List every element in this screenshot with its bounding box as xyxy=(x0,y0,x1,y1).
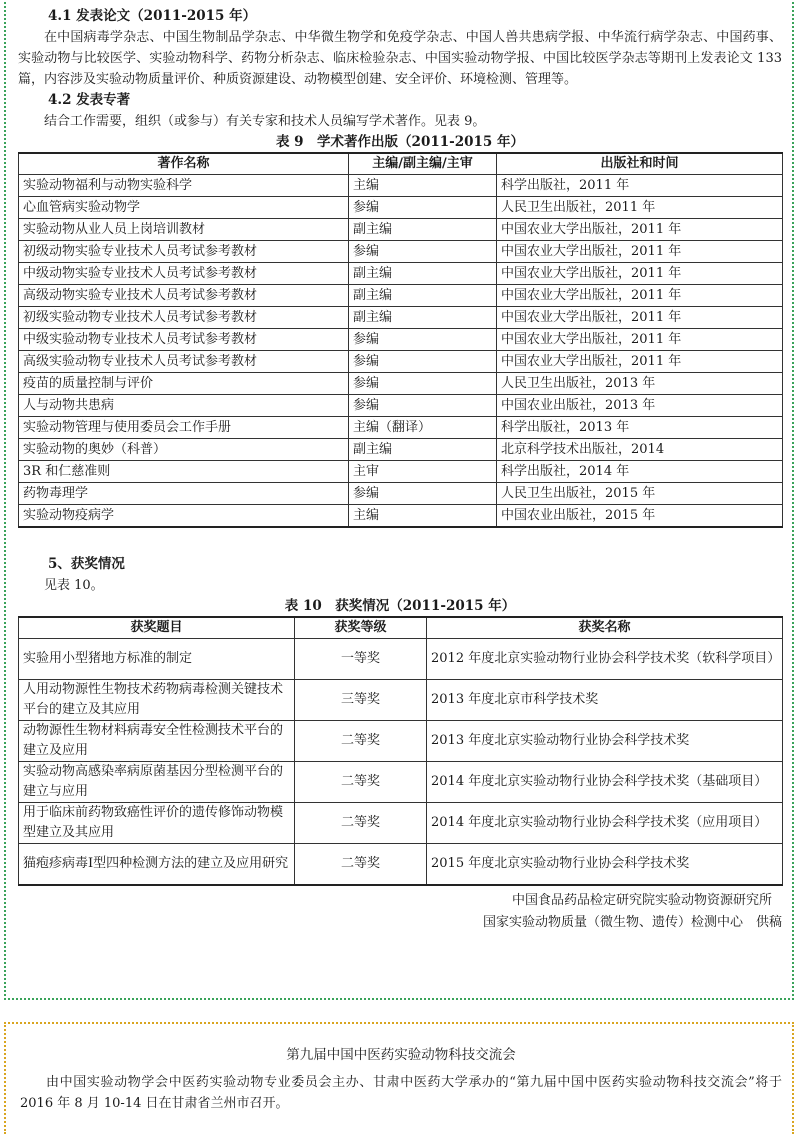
table10-cell: 用于临床前药物致癌性评价的遗传修饰动物模型建立及其应用 xyxy=(19,803,295,844)
table10-cell: 2013 年度北京市科学技术奖 xyxy=(427,680,783,721)
table9-cell: 实验动物从业人员上岗培训教材 xyxy=(19,219,349,241)
table9-row xyxy=(19,175,783,197)
table9-cell: 人民卫生出版社，2013 年 xyxy=(497,373,783,395)
table9-cell: 初级动物实验专业技术人员考试参考教材 xyxy=(19,241,349,263)
table9-cell: 主编 xyxy=(349,505,497,528)
table10-cell: 2014 年度北京实验动物行业协会科学技术奖（基础项目） xyxy=(427,762,783,803)
table9-cell: 副主编 xyxy=(349,307,497,329)
table9-cell: 人与动物共患病 xyxy=(19,395,349,417)
table9-cell: 高级实验动物专业技术人员考试参考教材 xyxy=(19,351,349,373)
table9-row xyxy=(19,483,783,505)
table9-cell: 副主编 xyxy=(349,219,497,241)
table9-cell: 参编 xyxy=(349,395,497,417)
table10-row xyxy=(19,762,783,803)
table10-row xyxy=(19,803,783,844)
table9-row xyxy=(19,307,783,329)
table10-cell: 2014 年度北京实验动物行业协会科学技术奖（应用项目） xyxy=(427,803,783,844)
table9-cell: 中国农业大学出版社，2011 年 xyxy=(497,285,783,307)
section-5-body: 见表 10。 xyxy=(44,578,104,593)
table9-cell: 药物毒理学 xyxy=(19,483,349,505)
table9-cell: 实验动物疫病学 xyxy=(19,505,349,528)
table9-cell: 参编 xyxy=(349,351,497,373)
table9-cell: 副主编 xyxy=(349,439,497,461)
notice-title: 第九届中国中医药实验动物科技交流会 xyxy=(286,1047,516,1063)
table-10-header-topic: 获奖题目 xyxy=(19,617,295,639)
table9-cell: 中国农业大学出版社，2011 年 xyxy=(497,329,783,351)
table9-cell: 中国农业大学出版社，2011 年 xyxy=(497,219,783,241)
table9-row xyxy=(19,351,783,373)
table9-row xyxy=(19,241,783,263)
table9-cell: 中国农业大学出版社，2011 年 xyxy=(497,351,783,373)
table9-cell: 参编 xyxy=(349,197,497,219)
conference-notice xyxy=(20,1044,782,1114)
table10-cell: 二等奖 xyxy=(295,803,427,844)
table-10-header-level: 获奖等级 xyxy=(295,617,427,639)
table9-cell: 中级动物实验专业技术人员考试参考教材 xyxy=(19,263,349,285)
table-9-header-publisher: 出版社和时间 xyxy=(497,153,783,175)
table9-cell: 疫苗的质量控制与评价 xyxy=(19,373,349,395)
table9-cell: 主编（翻译） xyxy=(349,417,497,439)
table9-row xyxy=(19,263,783,285)
table-10-caption: 表 10 获奖情况（2011-2015 年） xyxy=(284,598,516,614)
signature-center: 国家实验动物质量（微生物、遗传）检测中心 供稿 xyxy=(482,915,782,930)
section-4-1-body: 在中国病毒学杂志、中国生物制品学杂志、中华微生物学和免疫学杂志、中国人兽共患病学报、中华流行病学杂志、中国药事、实验动物与比较医学、实验动物科学、药物分析杂志、临床检验杂志、中国实验动物学报、中国比较医学杂志等期刊上发表论文 133 篇，内容涉及实验动物质量评价、种质资源建设、动物模型创建、安全评价、环境检测、管理等。 xyxy=(18,30,782,87)
table9-cell: 参编 xyxy=(349,329,497,351)
table10-cell: 实验动物高感染率病原菌基因分型检测平台的建立与应用 xyxy=(19,762,295,803)
section-4-2-heading: 4.2 发表专著 xyxy=(48,92,131,108)
table9-cell: 实验动物的奥妙（科普） xyxy=(19,439,349,461)
table9-cell: 参编 xyxy=(349,241,497,263)
table9-row xyxy=(19,329,783,351)
table9-cell: 中国农业大学出版社，2011 年 xyxy=(497,241,783,263)
table9-row xyxy=(19,373,783,395)
table9-cell: 科学出版社，2013 年 xyxy=(497,417,783,439)
table-9-header-role: 主编/副主编/主审 xyxy=(349,153,497,175)
table9-row xyxy=(19,439,783,461)
table9-cell: 副主编 xyxy=(349,263,497,285)
table9-cell: 3R 和仁慈准则 xyxy=(19,461,349,483)
notice-body: 由中国实验动物学会中医药实验动物专业委员会主办、甘肃中医药大学承办的“第九届中国中医药实验动物科技交流会”将于 2016 年 8 月 10-14 日在甘肃省兰州市召开。 xyxy=(20,1075,782,1111)
table9-cell: 北京科学技术出版社，2014 xyxy=(497,439,783,461)
table9-row xyxy=(19,219,783,241)
table10-row xyxy=(19,680,783,721)
table10-cell: 动物源性生物材料病毒安全性检测技术平台的建立及应用 xyxy=(19,721,295,762)
article-content xyxy=(18,6,782,934)
table10-cell: 2015 年度北京实验动物行业协会科学技术奖 xyxy=(427,844,783,886)
table10-row xyxy=(19,844,783,886)
table9-row xyxy=(19,461,783,483)
signature-institute: 中国食品药品检定研究院实验动物资源研究所 xyxy=(511,893,772,908)
table9-row xyxy=(19,505,783,528)
table10-cell: 人用动物源性生物技术药物病毒检测关键技术平台的建立及其应用 xyxy=(19,680,295,721)
table10-cell: 三等奖 xyxy=(295,680,427,721)
table10-cell: 二等奖 xyxy=(295,721,427,762)
table9-cell: 中国农业大学出版社，2011 年 xyxy=(497,307,783,329)
table9-cell: 人民卫生出版社，2015 年 xyxy=(497,483,783,505)
section-4-1-heading: 4.1 发表论文（2011-2015 年） xyxy=(48,8,257,24)
table9-cell: 中国农业出版社，2013 年 xyxy=(497,395,783,417)
table10-cell: 一等奖 xyxy=(295,639,427,680)
table9-cell: 科学出版社，2011 年 xyxy=(497,175,783,197)
table-10-header-row xyxy=(19,617,783,639)
table9-cell: 中级实验动物专业技术人员考试参考教材 xyxy=(19,329,349,351)
table-10-header-award: 获奖名称 xyxy=(427,617,783,639)
table10-cell: 猫疱疹病毒Ⅰ型四种检测方法的建立及应用研究 xyxy=(19,844,295,886)
section-4-2-body: 结合工作需要，组织（或参与）有关专家和技术人员编写学术著作。见表 9。 xyxy=(44,114,486,129)
table9-cell: 实验动物福利与动物实验科学 xyxy=(19,175,349,197)
table9-row xyxy=(19,417,783,439)
table9-cell: 初级实验动物专业技术人员考试参考教材 xyxy=(19,307,349,329)
table-9-header-row xyxy=(19,153,783,175)
table10-row xyxy=(19,639,783,680)
section-5-heading: 5、获奖情况 xyxy=(48,556,125,572)
table9-cell: 高级动物实验专业技术人员考试参考教材 xyxy=(19,285,349,307)
table9-cell: 人民卫生出版社，2011 年 xyxy=(497,197,783,219)
table9-row xyxy=(19,285,783,307)
table9-cell: 副主编 xyxy=(349,285,497,307)
table9-row xyxy=(19,395,783,417)
table-10 xyxy=(18,616,783,886)
table-10-body xyxy=(19,639,783,886)
table9-cell: 主审 xyxy=(349,461,497,483)
table9-cell: 心血管病实验动物学 xyxy=(19,197,349,219)
table-9 xyxy=(18,152,783,528)
table9-cell: 主编 xyxy=(349,175,497,197)
table10-row xyxy=(19,721,783,762)
table9-cell: 实验动物管理与使用委员会工作手册 xyxy=(19,417,349,439)
table10-cell: 2012 年度北京实验动物行业协会科学技术奖（软科学项目） xyxy=(427,639,783,680)
table10-cell: 2013 年度北京实验动物行业协会科学技术奖 xyxy=(427,721,783,762)
table9-cell: 参编 xyxy=(349,483,497,505)
table10-cell: 实验用小型猪地方标准的制定 xyxy=(19,639,295,680)
table9-cell: 科学出版社，2014 年 xyxy=(497,461,783,483)
table-9-header-title: 著作名称 xyxy=(19,153,349,175)
table9-cell: 中国农业大学出版社，2011 年 xyxy=(497,263,783,285)
table9-row xyxy=(19,197,783,219)
table9-cell: 参编 xyxy=(349,373,497,395)
table10-cell: 二等奖 xyxy=(295,844,427,886)
table10-cell: 二等奖 xyxy=(295,762,427,803)
table-9-body xyxy=(19,175,783,528)
table9-cell: 中国农业出版社，2015 年 xyxy=(497,505,783,528)
table-9-caption: 表 9 学术著作出版（2011-2015 年） xyxy=(275,134,525,150)
